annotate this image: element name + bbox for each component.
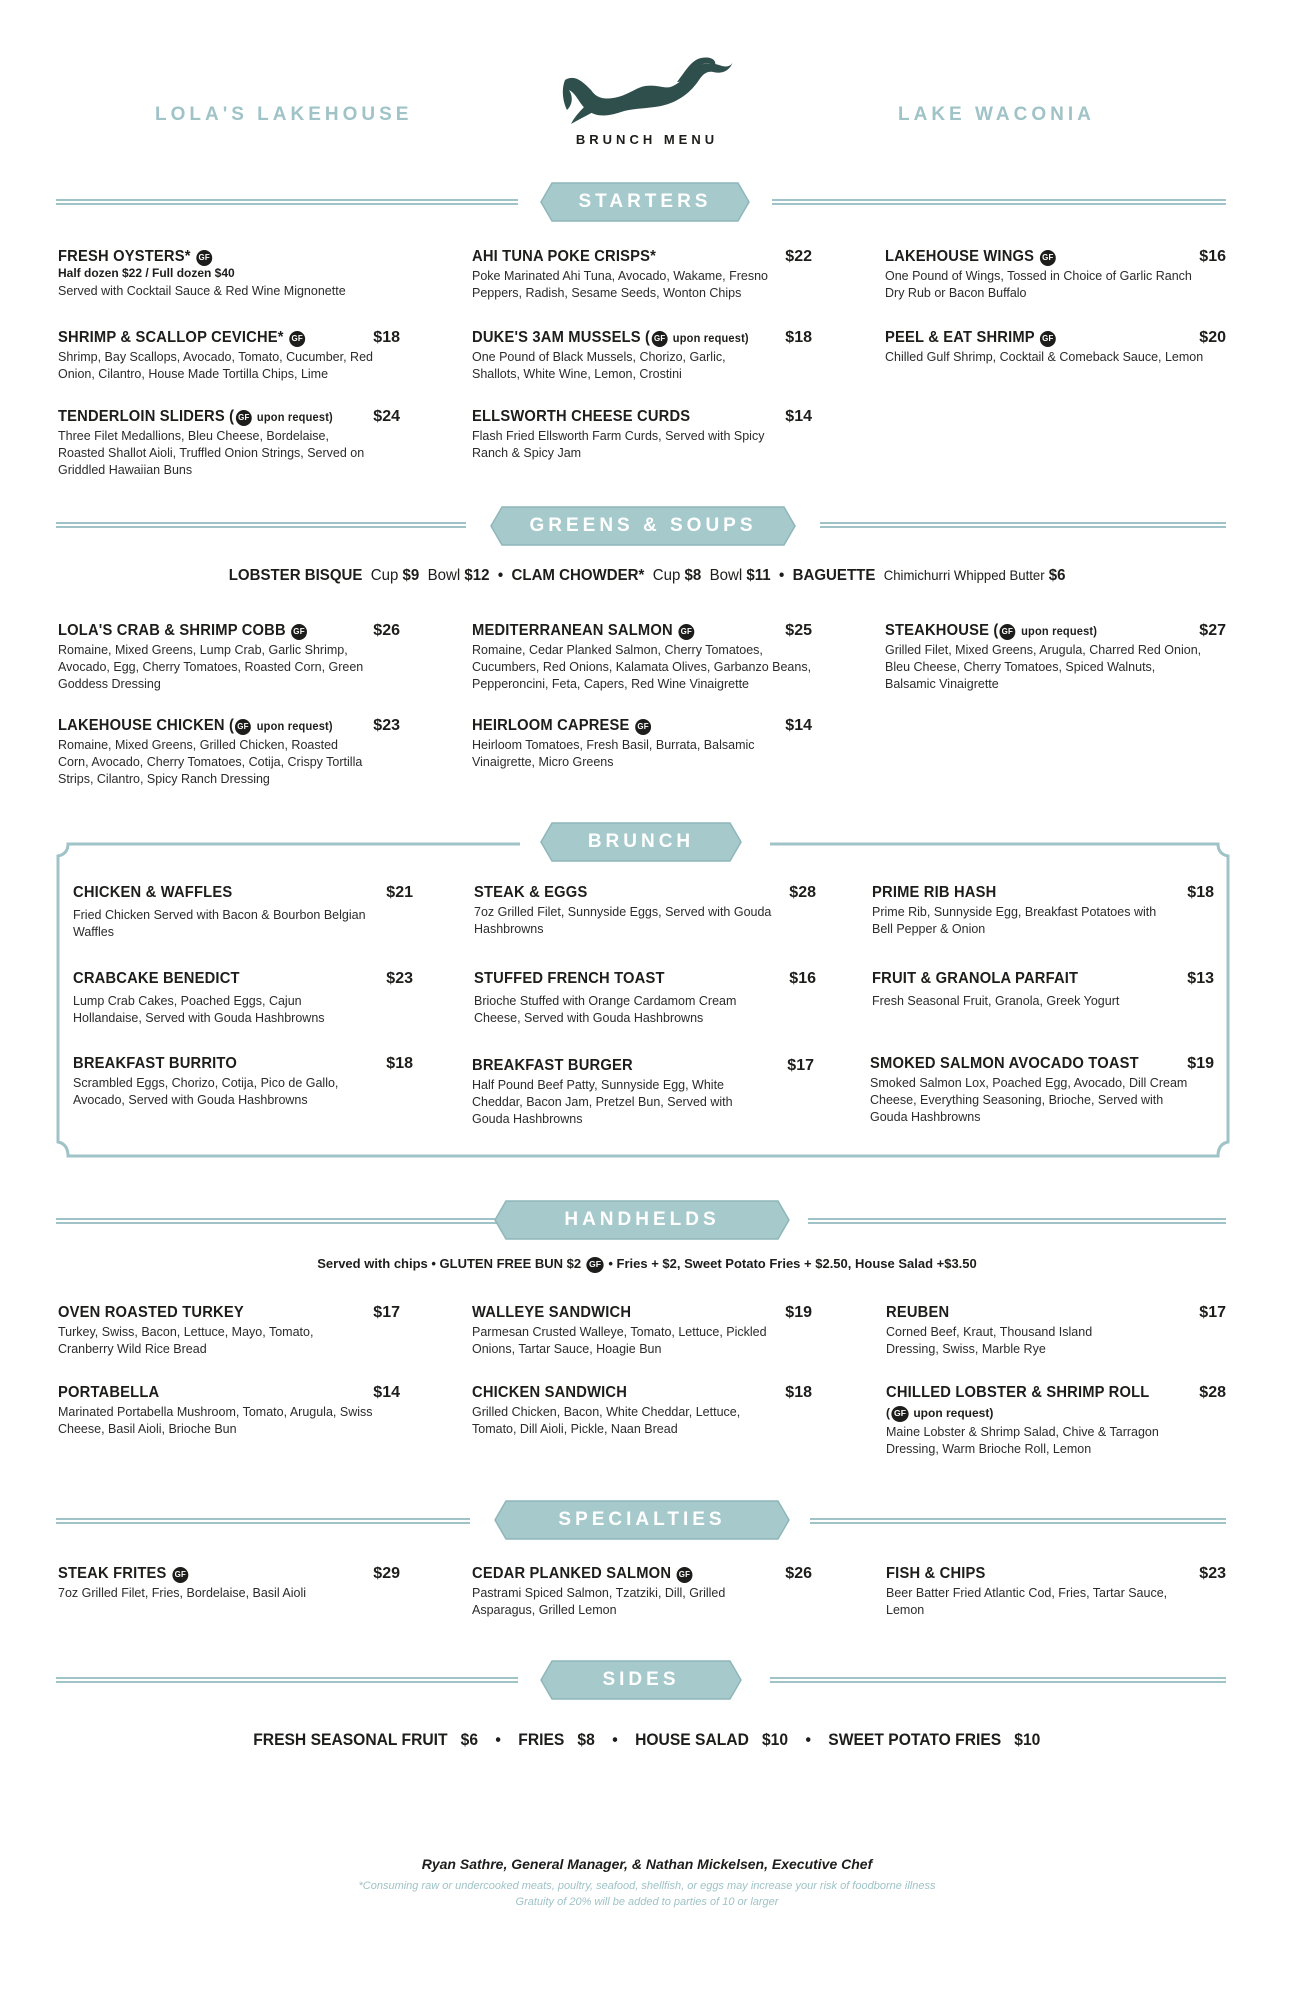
size-label: Cup bbox=[652, 567, 681, 584]
item-name: PRIME RIB HASH bbox=[872, 884, 997, 901]
menu-item-sliders bbox=[58, 408, 400, 479]
item-description: Chilled Gulf Shrimp, Cocktail & Comeback Sauce, Lemon bbox=[885, 350, 1204, 364]
menu-item-turkey bbox=[58, 1304, 400, 1358]
section-banner-sides bbox=[540, 1660, 742, 1700]
item-price: $28 bbox=[1199, 1384, 1226, 1401]
item-price: $23 bbox=[1199, 1565, 1226, 1582]
item-name: AHI TUNA POKE CRISPS* bbox=[472, 248, 657, 265]
item-name: CHILLED LOBSTER & SHRIMP ROLL bbox=[886, 1384, 1150, 1401]
soup-price: $11 bbox=[746, 567, 771, 584]
sides-line bbox=[0, 1730, 1294, 1750]
menu-item-steak-eggs bbox=[474, 884, 816, 938]
note-text: • Fries + $2, Sweet Potato Fries + $2.50, House Salad +$3.50 bbox=[608, 1256, 977, 1271]
divider bbox=[770, 1677, 1226, 1683]
item-name: STEAKHOUSE ( bbox=[885, 622, 999, 639]
side-price: $8 bbox=[577, 1730, 595, 1749]
item-description: One Pound of Wings, Tossed in Choice of Garlic Ranch Dry Rub or Bacon Buffalo bbox=[885, 269, 1192, 300]
item-price: $18 bbox=[373, 329, 400, 346]
upon-request-note: upon request) bbox=[256, 719, 333, 733]
item-description: Maine Lobster & Shrimp Salad, Chive & Tarragon Dressing, Warm Brioche Roll, Lemon bbox=[886, 1425, 1159, 1456]
footer-warning: *Consuming raw or undercooked meats, poultry, seafood, shellfish, or eggs may increase your risk of foodborne illness bbox=[358, 1880, 936, 1892]
menu-item-caprese bbox=[472, 717, 812, 771]
separator: • bbox=[612, 1730, 618, 1749]
item-price: $18 bbox=[386, 1055, 413, 1072]
divider bbox=[56, 199, 518, 205]
side-price: $6 bbox=[460, 1730, 479, 1749]
item-price: $21 bbox=[386, 884, 413, 901]
menu-item-chicken-waffles bbox=[73, 884, 413, 941]
baguette-price: $6 bbox=[1048, 567, 1066, 584]
item-description: Three Filet Medallions, Bleu Cheese, Bordelaise, Roasted Shallot Aioli, Truffled Onion Strings, Served on Griddled Hawaiian Buns bbox=[58, 429, 365, 477]
menu-item-oysters bbox=[58, 248, 398, 300]
item-price: $14 bbox=[373, 1384, 400, 1401]
item-name: PORTABELLA bbox=[58, 1384, 160, 1401]
item-name: LAKEHOUSE CHICKEN ( bbox=[58, 717, 235, 734]
gluten-free-icon: GF bbox=[196, 250, 212, 266]
item-description: Poke Marinated Ahi Tuna, Avocado, Wakame, Fresno Peppers, Radish, Sesame Seeds, Wonton Chips bbox=[472, 269, 768, 300]
item-description: Lump Crab Cakes, Poached Eggs, Cajun Hollandaise, Served with Gouda Hashbrowns bbox=[73, 994, 325, 1025]
menu-item-prime-rib-hash bbox=[872, 884, 1214, 938]
size-label: Bowl bbox=[427, 567, 461, 584]
item-price: $17 bbox=[787, 1057, 814, 1074]
divider bbox=[810, 1518, 1226, 1524]
item-name: SMOKED SALMON AVOCADO TOAST bbox=[870, 1055, 1139, 1072]
item-name: REUBEN bbox=[886, 1304, 950, 1321]
menu-item-lakehouse-chicken bbox=[58, 717, 400, 788]
item-name: TENDERLOIN SLIDERS ( bbox=[58, 408, 235, 425]
menu-item-breakfast-burger bbox=[472, 1057, 814, 1128]
baguette-name: BAGUETTE bbox=[792, 567, 876, 584]
item-price: $19 bbox=[1187, 1055, 1214, 1072]
item-name: CHICKEN & WAFFLES bbox=[73, 884, 233, 901]
item-price: $23 bbox=[386, 970, 413, 987]
item-description: Served with Cocktail Sauce & Red Wine Mignonette bbox=[58, 284, 346, 298]
handhelds-note bbox=[0, 1256, 1294, 1273]
menu-item-parfait bbox=[872, 970, 1214, 1010]
item-name: LOLA'S CRAB & SHRIMP COBB bbox=[58, 622, 286, 639]
item-price: $28 bbox=[789, 884, 816, 901]
section-title: SPECIALTIES bbox=[558, 1509, 726, 1530]
soups-line bbox=[0, 565, 1294, 586]
item-description: Romaine, Mixed Greens, Grilled Chicken, Roasted Corn, Avocado, Cherry Tomatoes, Cotija, Crispy Tortilla Strips, Cilantro, Spicy Ranch Dressing bbox=[58, 738, 363, 786]
item-name: CEDAR PLANKED SALMON bbox=[472, 1565, 672, 1582]
menu-item-mediterranean-salmon bbox=[472, 622, 812, 693]
section-banner-brunch bbox=[540, 822, 742, 862]
gluten-free-icon: GF bbox=[1000, 624, 1016, 640]
size-label: Cup bbox=[370, 567, 399, 584]
separator: • bbox=[497, 567, 504, 584]
item-price: $29 bbox=[373, 1565, 400, 1582]
gluten-free-icon: GF bbox=[635, 719, 651, 735]
item-name: STEAK FRITES bbox=[58, 1565, 167, 1582]
item-name: STEAK & EGGS bbox=[474, 884, 588, 901]
side-price: $10 bbox=[1014, 1730, 1041, 1749]
item-name: MEDITERRANEAN SALMON bbox=[472, 622, 673, 639]
menu-item-cheese-curds bbox=[472, 408, 812, 462]
item-price: $18 bbox=[785, 1384, 812, 1401]
item-description: Prime Rib, Sunnyside Egg, Breakfast Potatoes with Bell Pepper & Onion bbox=[872, 905, 1157, 936]
section-title: HANDHELDS bbox=[564, 1209, 720, 1230]
gluten-free-icon: GF bbox=[651, 331, 667, 347]
gluten-free-icon: GF bbox=[291, 624, 307, 640]
upon-request-note: upon request) bbox=[913, 1406, 994, 1420]
item-price-note: Half dozen $22 / Full dozen $40 bbox=[58, 266, 235, 280]
divider bbox=[56, 1218, 508, 1224]
separator: • bbox=[778, 567, 785, 584]
item-name: CHICKEN SANDWICH bbox=[472, 1384, 628, 1401]
item-name: PEEL & EAT SHRIMP bbox=[885, 329, 1035, 346]
menu-item-breakfast-burrito bbox=[73, 1055, 413, 1109]
section-title: STARTERS bbox=[578, 191, 712, 212]
item-description: Heirloom Tomatoes, Fresh Basil, Burrata, Balsamic Vinaigrette, Micro Greens bbox=[472, 738, 755, 769]
upon-request-note: upon request) bbox=[256, 410, 333, 424]
section-banner-specialties bbox=[494, 1500, 790, 1540]
side-price: $10 bbox=[762, 1730, 789, 1749]
section-title: BRUNCH bbox=[587, 831, 695, 852]
section-title: SIDES bbox=[602, 1669, 680, 1690]
gluten-free-icon: GF bbox=[289, 331, 305, 347]
item-description: Grilled Chicken, Bacon, White Cheddar, Lettuce, Tomato, Dill Aioli, Pickle, Naan Bread bbox=[472, 1405, 741, 1436]
menu-item-crabcake-benedict bbox=[73, 970, 413, 1027]
section-banner-handhelds bbox=[494, 1200, 790, 1240]
gluten-free-icon: GF bbox=[891, 1406, 908, 1422]
separator: • bbox=[805, 1730, 812, 1749]
item-description: Half Pound Beef Patty, Sunnyside Egg, White Cheddar, Bacon Jam, Pretzel Bun, Served with Gouda Hashbrowns bbox=[472, 1078, 733, 1126]
gluten-free-icon: GF bbox=[235, 719, 251, 735]
location-name: LAKE WACONIA bbox=[898, 104, 1095, 125]
divider bbox=[808, 1218, 1226, 1224]
menu-item-portabella bbox=[58, 1384, 400, 1438]
soup-name: LOBSTER BISQUE bbox=[228, 567, 363, 584]
item-description: Romaine, Cedar Planked Salmon, Cherry Tomatoes, Cucumbers, Red Onions, Kalamata Olives, Garbanzo Beans, Pepperoncini, Feta, Capers, Red Wine Vinaigrette bbox=[472, 643, 812, 691]
item-price: $16 bbox=[789, 970, 816, 987]
menu-item-wings bbox=[885, 248, 1226, 302]
menu-item-cedar-salmon bbox=[472, 1565, 812, 1619]
item-name: CRABCAKE BENEDICT bbox=[73, 970, 240, 987]
divider bbox=[772, 199, 1226, 205]
item-name: BREAKFAST BURGER bbox=[472, 1057, 633, 1074]
size-label: Bowl bbox=[709, 567, 743, 584]
item-price: $18 bbox=[1187, 884, 1214, 901]
item-price: $26 bbox=[785, 1565, 812, 1582]
section-title: GREENS & SOUPS bbox=[529, 515, 757, 536]
separator: • bbox=[495, 1730, 502, 1749]
soup-name: CLAM CHOWDER* bbox=[511, 567, 645, 584]
menu-item-peel-eat-shrimp bbox=[885, 329, 1226, 366]
item-price: $26 bbox=[373, 622, 400, 639]
item-price: $20 bbox=[1199, 329, 1226, 346]
item-description: Flash Fried Ellsworth Farm Curds, Served with Spicy Ranch & Spicy Jam bbox=[472, 429, 765, 460]
section-banner-greens-soups bbox=[490, 506, 796, 546]
item-description: Brioche Stuffed with Orange Cardamom Cream Cheese, Served with Gouda Hashbrowns bbox=[474, 994, 737, 1025]
item-name: FRESH OYSTERS* bbox=[58, 248, 191, 265]
menu-item-ahi-tuna bbox=[472, 248, 812, 302]
restaurant-name: LOLA'S LAKEHOUSE bbox=[155, 104, 413, 125]
item-description: Scrambled Eggs, Chorizo, Cotija, Pico de Gallo, Avocado, Served with Gouda Hashbrowns bbox=[73, 1076, 339, 1107]
soup-price: $9 bbox=[402, 567, 420, 584]
menu-item-mussels bbox=[472, 329, 812, 383]
baguette-description: Chimichurri Whipped Butter bbox=[883, 567, 1045, 583]
gluten-free-icon: GF bbox=[1040, 331, 1056, 347]
menu-item-salmon-avocado-toast bbox=[870, 1055, 1214, 1126]
item-price: $17 bbox=[1199, 1304, 1226, 1321]
item-name: OVEN ROASTED TURKEY bbox=[58, 1304, 244, 1321]
gluten-free-icon: GF bbox=[1040, 250, 1056, 266]
item-description: Grilled Filet, Mixed Greens, Arugula, Charred Red Onion, Bleu Cheese, Cherry Tomatoes, Spiced Walnuts, Balsamic Vinaigrette bbox=[885, 643, 1202, 691]
divider bbox=[56, 1677, 518, 1683]
side-name: HOUSE SALAD bbox=[635, 1730, 750, 1749]
divider bbox=[56, 522, 466, 528]
side-name: SWEET POTATO FRIES bbox=[828, 1730, 1002, 1749]
menu-title: BRUNCH MENU bbox=[575, 132, 719, 147]
side-name: FRIES bbox=[518, 1730, 565, 1749]
item-price: $17 bbox=[373, 1304, 400, 1321]
item-price: $19 bbox=[785, 1304, 812, 1321]
menu-item-chicken-sandwich bbox=[472, 1384, 812, 1438]
item-price: $13 bbox=[1187, 970, 1214, 987]
item-price: $24 bbox=[373, 408, 400, 425]
soup-price: $8 bbox=[684, 567, 702, 584]
footer-gratuity: Gratuity of 20% will be added to parties of 10 or larger bbox=[515, 1896, 779, 1908]
menu-item-steakhouse bbox=[885, 622, 1226, 693]
item-name: DUKE'S 3AM MUSSELS ( bbox=[472, 329, 651, 346]
note-text: Served with chips • GLUTEN FREE BUN $2 bbox=[317, 1256, 582, 1271]
item-description: Pastrami Spiced Salmon, Tzatziki, Dill, Grilled Asparagus, Grilled Lemon bbox=[472, 1586, 726, 1617]
menu-item-walleye bbox=[472, 1304, 812, 1358]
section-banner-starters bbox=[540, 182, 750, 222]
item-price: $27 bbox=[1199, 622, 1226, 639]
item-description: Smoked Salmon Lox, Poached Egg, Avocado, Dill Cream Cheese, Everything Seasoning, Brioche, Served with Gouda Hashbrowns bbox=[870, 1076, 1188, 1124]
item-price: $14 bbox=[785, 717, 812, 734]
menu-item-fish-chips bbox=[886, 1565, 1226, 1619]
gluten-free-icon: GF bbox=[235, 410, 251, 426]
item-description: Turkey, Swiss, Bacon, Lettuce, Mayo, Tomato, Cranberry Wild Rice Bread bbox=[58, 1325, 314, 1356]
menu-item-cobb bbox=[58, 622, 400, 693]
item-price: $22 bbox=[785, 248, 812, 265]
menu-item-reuben bbox=[886, 1304, 1226, 1358]
soup-price: $12 bbox=[464, 567, 490, 584]
footer-credits: Ryan Sathre, General Manager, & Nathan Mickelsen, Executive Chef bbox=[421, 1856, 873, 1872]
paren: ( bbox=[886, 1406, 890, 1420]
item-description: Corned Beef, Kraut, Thousand Island Dressing, Swiss, Marble Rye bbox=[886, 1325, 1093, 1356]
menu-item-lobster-roll bbox=[886, 1384, 1226, 1458]
item-name: BREAKFAST BURRITO bbox=[73, 1055, 237, 1072]
item-description: One Pound of Black Mussels, Chorizo, Garlic, Shallots, White Wine, Lemon, Crostini bbox=[472, 350, 726, 381]
gluten-free-icon: GF bbox=[586, 1257, 603, 1273]
menu-item-steak-frites bbox=[58, 1565, 400, 1602]
item-name: HEIRLOOM CAPRESE bbox=[472, 717, 630, 734]
item-price: $25 bbox=[785, 622, 812, 639]
gluten-free-icon: GF bbox=[678, 624, 694, 640]
item-name: SHRIMP & SCALLOP CEVICHE* bbox=[58, 329, 284, 346]
item-price: $18 bbox=[785, 329, 812, 346]
item-description: Fried Chicken Served with Bacon & Bourbon Belgian Waffles bbox=[73, 908, 366, 939]
item-description: 7oz Grilled Filet, Fries, Bordelaise, Basil Aioli bbox=[58, 1586, 307, 1600]
divider bbox=[56, 1518, 470, 1524]
item-description: Fresh Seasonal Fruit, Granola, Greek Yogurt bbox=[872, 994, 1120, 1008]
item-name: FRUIT & GRANOLA PARFAIT bbox=[872, 970, 1079, 987]
item-name: FISH & CHIPS bbox=[886, 1565, 986, 1582]
item-name: WALLEYE SANDWICH bbox=[472, 1304, 632, 1321]
item-description: Marinated Portabella Mushroom, Tomato, Arugula, Swiss Cheese, Basil Aioli, Brioche Bun bbox=[58, 1405, 373, 1436]
item-description: Beer Batter Fried Atlantic Cod, Fries, Tartar Sauce, Lemon bbox=[886, 1586, 1168, 1617]
item-name: LAKEHOUSE WINGS bbox=[885, 248, 1035, 265]
item-description: Shrimp, Bay Scallops, Avocado, Tomato, Cucumber, Red Onion, Cilantro, House Made Tortilla Chips, Lime bbox=[58, 350, 373, 381]
item-description: Parmesan Crusted Walleye, Tomato, Lettuce, Pickled Onions, Tartar Sauce, Hoagie Bun bbox=[472, 1325, 767, 1356]
mermaid-logo-icon bbox=[561, 52, 737, 132]
side-name: FRESH SEASONAL FRUIT bbox=[253, 1730, 448, 1749]
gluten-free-icon: GF bbox=[172, 1567, 188, 1583]
item-description: Romaine, Mixed Greens, Lump Crab, Garlic Shrimp, Avocado, Egg, Cherry Tomatoes, Roasted Corn, Green Goddess Dressing bbox=[58, 643, 364, 691]
item-name: ELLSWORTH CHEESE CURDS bbox=[472, 408, 691, 425]
menu-item-french-toast bbox=[474, 970, 816, 1027]
item-price: $14 bbox=[785, 408, 812, 425]
item-description: 7oz Grilled Filet, Sunnyside Eggs, Served with Gouda Hashbrowns bbox=[474, 905, 772, 936]
item-price: $16 bbox=[1199, 248, 1226, 265]
item-price: $23 bbox=[373, 717, 400, 734]
divider bbox=[820, 522, 1226, 528]
gluten-free-icon: GF bbox=[677, 1567, 693, 1583]
upon-request-note: upon request) bbox=[1021, 624, 1098, 638]
upon-request-note: upon request) bbox=[672, 331, 749, 345]
item-name: STUFFED FRENCH TOAST bbox=[474, 970, 665, 987]
menu-item-ceviche bbox=[58, 329, 400, 383]
